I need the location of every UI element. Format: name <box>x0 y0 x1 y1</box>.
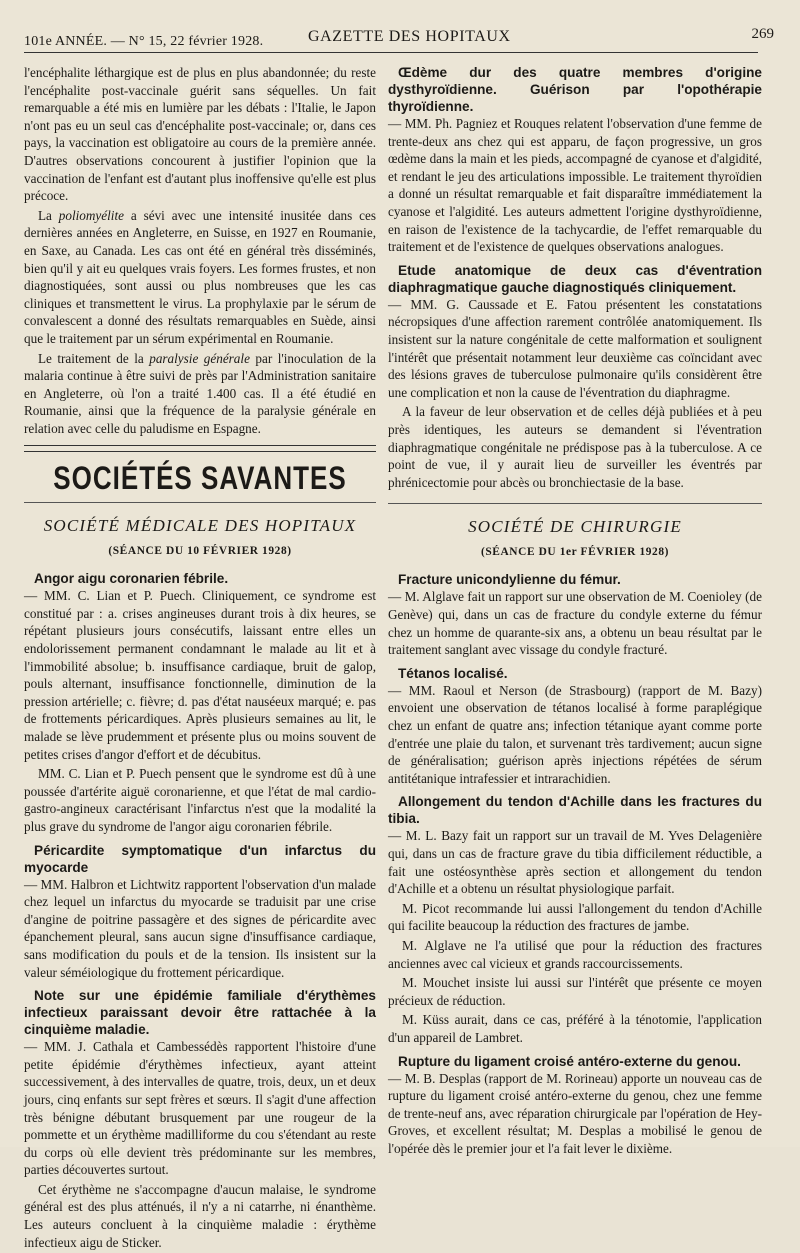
text: La <box>38 207 59 223</box>
article-body: MM. C. Lian et P. Puech pensent que le syndrome est dû à une poussée d'artérite aiguë coronarienne, et que l'état de mal cardio-gastro-angineux caractérisant l'infarctus n'est que la modalité la plus grave du syndrome de l'angor aigu coronarien fébrile. <box>24 766 376 834</box>
article-body: — MM. Raoul et Nerson (de Strasbourg) (rapport de M. Bazy) envoient une observation de tétanos localisé à forme paraplégique chez un enfant de quatre ans; infection tétanique ayant comme porte d'entrée une plaie du talon, et survenant très tardivement; aucun signe de généralisation; guérison après injections répétées de sérum antitétanique intrafessier et intrarachidien. <box>388 682 762 786</box>
society-title: SOCIÉTÉ DE CHIRURGIE <box>468 517 682 537</box>
article-title: Tétanos localisé. <box>398 665 508 681</box>
article-title: Péricardite symptomatique d'un infarctus du myocarde <box>24 842 376 875</box>
article-body: — MM. J. Cathala et Cambessédès rapportent l'histoire d'une petite épidémie d'érythèmes infectieux, ayant atteint successivement, à des intervalles de quatre, trois, deux, un et deux jours, cinq enfants sur sept frères et sœurs. Il s'agit d'une affection très bénigne débutant brusquement par une rougeur de la pommette et un érythème madilliforme du cou s'étendant au reste du corps où elle devient très prédominante sur les membres, parties découvertes surtout. <box>24 1039 376 1178</box>
article-body: — M. Alglave fait un rapport sur une observation de M. Coenioley (de Genève) qui, dans un cas de fracture du condyle externe du fémur chez un homme de quarante-six ans, a obtenu un beau résultat par le traitement sanglant avec vissage du condyle fracturé. <box>388 589 762 658</box>
article-body: — MM. G. Caussade et E. Fatou présentent les constatations nécropsiques d'une affection rarement contrôlée anatomiquement. Ils insistent sur la nature congénitale de cette malformation et soulignent l'intérêt que présentait notamment leur deuxième cas coïncidant avec des lésions graves de tuberculose pulmonaire qu'ils considèrent être une complication et non la cause de l'éventration du diaphragme. <box>388 296 762 400</box>
article-title: Angor aigu coronarien fébrile. <box>34 571 229 587</box>
article-body: — MM. Ph. Pagniez et Rouques relatent l'observation d'une femme de trente-deux ans chez qui est apparu, de façon progressive, un gros œdème dans la main et les pieds, accompagné de cyanose et d'algidité, et rendant le jeu des articulations impossible. Le traitement thyroïdien a donné un résultat remarquable et fait disparaître immédiatement la cyanose et l'algidité. Les auteurs admettent l'origine dysthyroïdienne, en raison de l'existence de la tachycardie, de l'effet remarquable du traitement et de l'existence de quelques observations analogues. <box>388 116 762 255</box>
left-column <box>24 64 376 1253</box>
session-date: (SÉANCE DU 1er FÉVRIER 1928) <box>480 545 670 558</box>
article-title: Etude anatomique de deux cas d'éventration diaphragmatique gauche diagnostiqués cliniquement. <box>388 262 762 295</box>
article-body: M. Picot recommande lui aussi l'allongement du tendon d'Achille qui facilite beaucoup la réduction des fractures de jambe. <box>388 900 762 934</box>
session-date: (SÉANCE DU 10 FÉVRIER 1928) <box>108 544 292 557</box>
article-title: Fracture unicondylienne du fémur. <box>398 572 621 588</box>
issue-line: 101e ANNÉE. — N° 15, 22 février 1928. <box>24 34 264 49</box>
section-rule <box>24 445 376 452</box>
right-column <box>388 64 762 1160</box>
page-header <box>24 26 776 50</box>
italic-term: paralysie générale <box>149 350 250 366</box>
article-body: — M. B. Desplas (rapport de M. Rorineau) apporte un nouveau cas de rupture du ligament croisé antéro-externe du genou, chez une femme de trente-neuf ans, avec réparation chirurgicale par l'opération de Hey-Groves, et excellent résultat; M. Desplas a mobilisé le genou de l'opérée dès le premier jour et l'a fait lever le dixième. <box>388 1070 762 1156</box>
paragraph <box>24 350 376 438</box>
paragraph: l'encéphalite léthargique est de plus en plus abandonnée; du reste l'encéphalite post-vaccinale guérit sans séquelles. Un fait remarquable a été mis en lumière par les débats : l'Italie, le Japon n'ont pas eu un seul cas d'encéphalite post-vaccinale; or, dans ces pays, la vaccination est obligatoire au cours de la première année. D'autres observations concourent à justifier l'opinion que la vaccination de l'enfant est d'autant plus inoffensive qu'elle est plus précoce. <box>24 65 376 204</box>
section-divider <box>24 502 376 503</box>
article-body: — MM. Halbron et Lichtwitz rapportent l'observation d'un malade chez lequel un infarctus du myocarde se traduisit par une crise d'angine de poitrine passagère et des signes de péricardite avec épanchement pleural, sans aucun signe d'insuffisance cardiaque, sans modification du pouls et de la tension. Ils insistent sur la valeur séméiologique du frottement péricardique. <box>24 876 376 980</box>
article-body: M. Mouchet insiste lui aussi sur l'intérêt que présente ce moyen précieux de réduction. <box>388 975 762 1008</box>
text: par l'inoculation de la malaria continue à être suivi de près par l'Administration sanitaire en Angleterre, où l'on a traité 1.400 cas. Il a été étudié en Roumanie, ainsi que la fréquence de la paralysie générale en relation avec celle du paludisme en Espagne. <box>24 350 376 436</box>
article-body: Cet érythème ne s'accompagne d'aucun malaise, le syndrome général est des plus atténués, il n'y a ni catarrhe, ni énanthème. Les auteurs concluent à la cinquième maladie : érythème infectieux aigu de Sticker. <box>24 1181 376 1250</box>
article-title: Œdème dur des quatre membres d'origine dysthyroïdienne. Guérison par l'opothérapie thyroïdienne. <box>388 65 762 114</box>
text: Le traitement de la <box>38 350 150 366</box>
article-body: A la faveur de leur observation et de celles déjà publiées et à peu près identiques, les auteurs se demandent si l'éventration diaphragmatique congénitale ne prédispose pas à la tuberculose. A ce point de vue, il y aurait lieu de surveiller les éventrés par phrénicectomie pour abcès ou bronchiectasie de la base. <box>388 404 762 490</box>
header-rule <box>24 52 758 53</box>
section-title: SOCIÉTÉS SAVANTES <box>53 459 347 498</box>
page-number: 269 <box>751 26 774 42</box>
article-title: Rupture du ligament croisé antéro-externe du genou. <box>398 1053 741 1069</box>
article-title: Note sur une épidémie familiale d'érythèmes infectieux paraissant devoir être rattachée à la cinquième maladie. <box>24 988 376 1038</box>
italic-term: poliomyélite <box>58 207 124 223</box>
article-body: — MM. C. Lian et P. Puech. Cliniquement, ce syndrome est constitué par : a. crises angineuses durant trois à dix heures, se répétant plusieurs jours consécutifs, laissant entre elles un endolorissement permanent condamnant le malade au lit et à l'immobilité absolue; b. insuffisance cardiaque, bruit de galop, pouls alternant, insuffisance fonctionnelle, diminution de la pression artérielle; c. fièvre; d. pas d'état nauséeux marqué; e. pas de frottements péricardiques. Après plusieurs semaines au lit, le malade se lève prudemment et présente plus ou moins souvent de petites crises d'angor d'effort et de décubitus. <box>24 588 376 762</box>
paragraph <box>24 207 376 348</box>
society-title: SOCIÉTÉ MÉDICALE DES HOPITAUX <box>43 516 357 536</box>
section-divider <box>388 503 762 504</box>
journal-title: GAZETTE DES HOPITAUX <box>308 28 511 45</box>
text: a sévi avec une intensité inusitée dans ces dernières années en Angleterre, en Suisse, en 1927 en Roumanie, en Saxe, au Canada. Les cas ont été en général très disséminés, bien qu'il y ait eu quelques vrais foyers. Les formes frustes, et non diagnostiquées, sont aussi ou plus nombreuses que les cas cliniques et transmettent le virus. La prophylaxie par le sérum de convalescent a donné des résultats remarquables en Suède, ainsi que le traitement par un sérum expérimental en Roumanie. <box>24 207 376 346</box>
article-body: M. Alglave ne l'a utilisé que pour la réduction des fractures anciennes avec cal vicieux et grands raccourcissements. <box>388 937 762 971</box>
article-body: — M. L. Bazy fait un rapport sur un travail de M. Yves Delagenière qui, dans un cas de fracture grave du tibia difficilement réductible, a fait une ostéosynthèse après section et allongement du tendon d'Achille et a obtenu un résultat physiologique parfait. <box>388 828 762 897</box>
article-body: M. Küss aurait, dans ce cas, préféré à la ténotomie, l'application d'un appareil de Lambret. <box>388 1012 762 1045</box>
article-title: Allongement du tendon d'Achille dans les fractures du tibia. <box>388 794 762 827</box>
